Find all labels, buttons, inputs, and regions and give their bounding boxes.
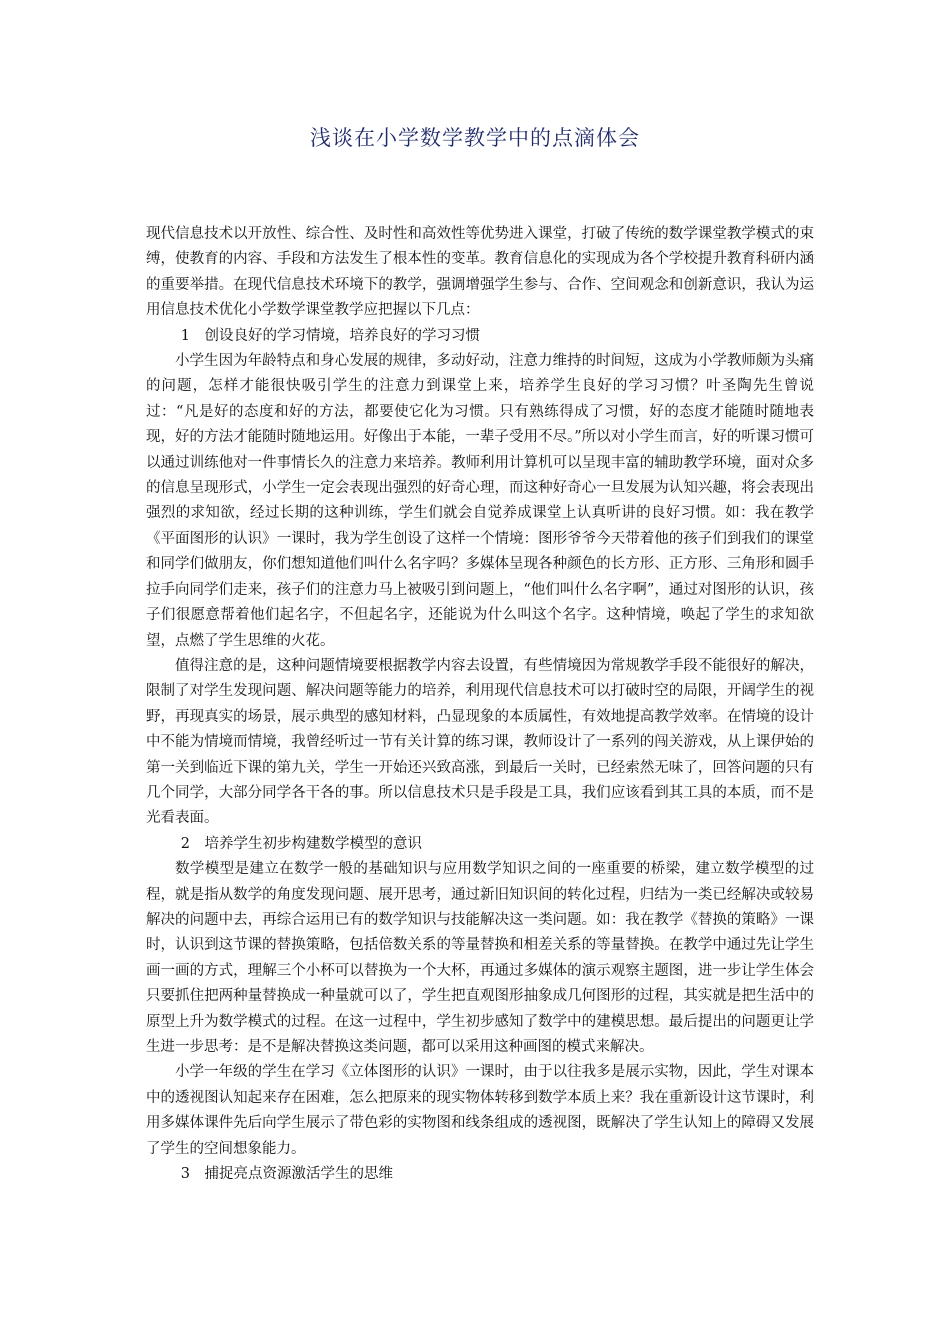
document-body — [146, 222, 814, 1187]
body-paragraph: 值得注意的是，这种问题情境要根据教学内容去设置，有些情境因为常规教学手段不能很好的解决，限制了对学生发现问题、解决问题等能力的培养，利用现代信息技术可以打破时空的局限，开阔学生的视野，再现真实的场景，展示典型的感知材料，凸显现象的本质属性，有效地提高教学效率。在情境的设计中不能为情境而情境，我曾经听过一节有关计算的练习课，教师设计了一系列的闯关游戏，从上课伊始的第一关到临近下课的第九关，学生一开始还兴致高涨，到最后一关时，已经索然无味了，回答问题的只有几个同学，大部分同学各干各的事。所以信息技术只是手段是工具，我们应该看到其工具的本质，而不是光看表面。 — [146, 657, 814, 827]
section-heading-1: 1 创设良好的学习情境，培养良好的学习习惯 — [180, 327, 481, 344]
intro-paragraph: 现代信息技术以开放性、综合性、及时性和高效性等优势进入课堂，打破了传统的数学课堂教学模式的束缚，使教育的内容、手段和方法发生了根本性的变革。教育信息化的实现成为各个学校提升教育科研内涵的重要举措。在现代信息技术环境下的教学，强调增强学生参与、合作、空间观念和创新意识，我认为运用信息技术优化小学数学课堂教学应把握以下几点： — [146, 226, 814, 319]
section-heading-2: 2 培养学生初步构建数学模型的意识 — [180, 835, 423, 852]
body-paragraph: 小学生因为年龄特点和身心发展的规律，多动好动，注意力维持的时间短，这成为小学教师颇为头痛的问题，怎样才能很快吸引学生的注意力到课堂上来，培养学生良好的学习习惯？叶圣陶先生曾说过：“凡是好的态度和好的方法，都要使它化为习惯。只有熟练得成了习惯，好的态度才能随时随地表现，好的方法才能随时随地运用。好像出于本能，一辈子受用不尽。”所以对小学生而言，好的听课习惯可以通过训练他对一件事情长久的注意力来培养。教师利用计算机可以呈现丰富的辅助教学环境，面对众多的信息呈现形式，小学生一定会表现出强烈的好奇心理，而这种好奇心一旦发展为认知兴趣，将会表现出强烈的求知欲，经过长期的这种训练，学生们就会自觉养成课堂上认真听讲的良好习惯。如：我在教学《平面图形的认识》一课时，我为学生创设了这样一个情境：图形爷爷今天带着他的孩子们到我们的课堂和同学们做朋友，你们想知道他们叫什么名字吗？多媒体呈现各种颜色的长方形、正方形、三角形和圆手拉手向同学们走来，孩子们的注意力马上被吸引到问题上，“他们叫什么名字啊”，通过对图形的认识，孩子们很愿意帮着他们起名字，不但起名字，还能说为什么叫这个名字。这种情境，唤起了学生的求知欲望，点燃了学生思维的火花。 — [146, 353, 814, 649]
body-paragraph: 小学一年级的学生在学习《立体图形的认识》一课时，由于以往我多是展示实物，因此，学生对课本中的透视图认知起来存在困难，怎么把原来的现实物体转移到数学本质上来？我在重新设计这节课时，利用多媒体课件先后向学生展示了带色彩的实物图和线条组成的透视图，既解决了学生认知上的障碍又发展了学生的空间想象能力。 — [146, 1064, 814, 1157]
body-paragraph: 数学模型是建立在数学一般的基础知识与应用数学知识之间的一座重要的桥梁，建立数学模型的过程，就是指从数学的角度发现问题、展开思考，通过新旧知识间的转化过程，归结为一类已经解决或较易解决的问题中去，再综合运用已有的数学知识与技能解决这一类问题。如：我在教学《替换的策略》一课时，认识到这节课的替换策略，包括倍数关系的等量替换和相差关系的等量替换。在教学中通过先让学生画一画的方式，理解三个小杯可以替换为一个大杯，再通过多媒体的演示观察主题图，进一步让学生体会只要抓住把两种量替换成一种量就可以了，学生把直观图形抽象成几何图形的过程，其实就是把生活中的原型上升为数学模式的过程。在这一过程中，学生初步感知了数学中的建模思想。最后提出的问题更让学生进一步思考：是不是解决替换这类问题，都可以采用这种画图的模式来解决。 — [146, 861, 814, 1055]
document-title: 浅谈在小学数学教学中的点滴体会 — [310, 126, 640, 150]
section-heading-3: 3 捕捉亮点资源激活学生的思维 — [180, 1166, 394, 1183]
